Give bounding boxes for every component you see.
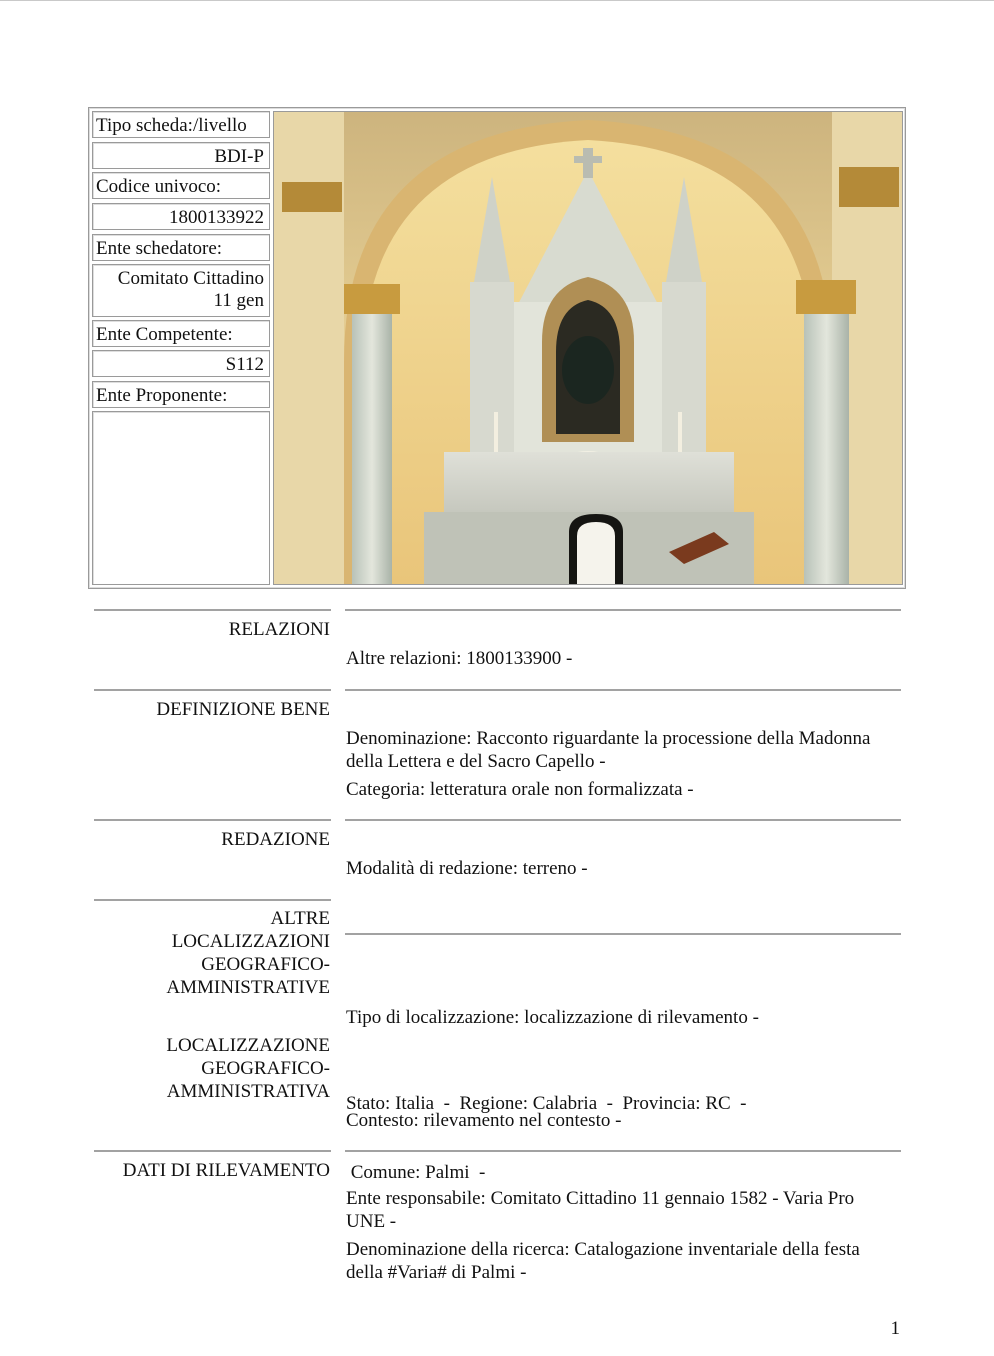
label-line: ALTRE — [270, 908, 330, 929]
section-label-relazioni: RELAZIONI — [228, 619, 330, 640]
denominazione-line-1: Denominazione: Racconto riguardante la processione della Madonna — [346, 728, 871, 749]
field-codice-univoco-label: Codice univoco: — [92, 172, 270, 199]
ricerca-line-1: Denominazione della ricerca: Catalogazione inventariale della festa — [346, 1239, 860, 1260]
label-line: GEOGRAFICO- — [201, 1058, 330, 1079]
field-ente-proponente-value — [92, 411, 270, 585]
modalita-redazione-text: Modalità di redazione: terreno - — [346, 858, 588, 879]
tipo-localizzazione-text: Tipo di localizzazione: localizzazione di rilevamento - — [346, 1007, 759, 1028]
section-label-localizzazione — [166, 1034, 330, 1103]
field-tipo-scheda-label: Tipo scheda:/livello — [92, 111, 270, 138]
ente-schedatore-line-1: Comitato Cittadino — [117, 268, 264, 289]
section-label-dati-rilevamento: DATI DI RILEVAMENTO — [122, 1160, 330, 1181]
section-rule-left — [94, 689, 331, 691]
section-rule-right — [345, 609, 901, 611]
comune-line: Comune: Palmi - — [346, 1162, 486, 1183]
label-line: LOCALIZZAZIONE — [166, 1035, 330, 1056]
section-label-altre-localizzazioni — [166, 907, 330, 999]
field-codice-univoco-value: 1800133922 — [92, 203, 270, 230]
denominazione-ricerca-text — [346, 1238, 906, 1284]
field-ente-proponente-label: Ente Proponente: — [92, 381, 270, 408]
ente-responsabile-line-1: Ente responsabile: Comitato Cittadino 11 gennaio 1582 - Varia Pro — [346, 1188, 855, 1209]
categoria-text: Categoria: letteratura orale non formalizzata - — [346, 779, 694, 800]
section-rule-left — [94, 899, 331, 901]
label-line: AMMINISTRATIVA — [166, 1081, 330, 1102]
denominazione-line-2: della Lettera e del Sacro Capello - — [346, 751, 606, 772]
field-tipo-scheda-value: BDI-P — [92, 142, 270, 169]
section-label-definizione-bene: DEFINIZIONE BENE — [156, 699, 330, 720]
section-rule-right — [345, 1150, 901, 1152]
label-line: GEOGRAFICO- — [201, 954, 330, 975]
page-number: 1 — [890, 1318, 900, 1339]
church-altar-photo — [273, 111, 903, 585]
field-ente-competente-value: S112 — [92, 350, 270, 377]
section-label-redazione: REDAZIONE — [221, 829, 330, 850]
ente-responsabile-line-2: UNE - — [346, 1211, 397, 1232]
ente-schedatore-line-2: 11 gen — [213, 290, 264, 311]
section-rule-left — [94, 819, 331, 821]
section-rule-left — [94, 1150, 331, 1152]
field-ente-schedatore-label: Ente schedatore: — [92, 234, 270, 261]
section-rule-left — [94, 609, 331, 611]
denominazione-text — [346, 727, 906, 773]
section-rule-right — [345, 933, 901, 935]
section-rule-right — [345, 689, 901, 691]
stato-line: Stato: Italia - Regione: Calabria - Provincia: RC - — [346, 1093, 747, 1114]
top-border — [0, 0, 994, 1]
label-line: LOCALIZZAZIONI — [171, 931, 330, 952]
ente-responsabile-text — [346, 1187, 906, 1233]
field-ente-schedatore-value — [92, 264, 270, 317]
contesto-text: Contesto: rilevamento nel contesto - — [346, 1110, 622, 1131]
altre-relazioni-text: Altre relazioni: 1800133900 - — [346, 648, 573, 669]
field-ente-competente-label: Ente Competente: — [92, 320, 270, 347]
label-line: AMMINISTRATIVE — [166, 977, 330, 998]
section-rule-right — [345, 819, 901, 821]
ricerca-line-2: della #Varia# di Palmi - — [346, 1262, 527, 1283]
